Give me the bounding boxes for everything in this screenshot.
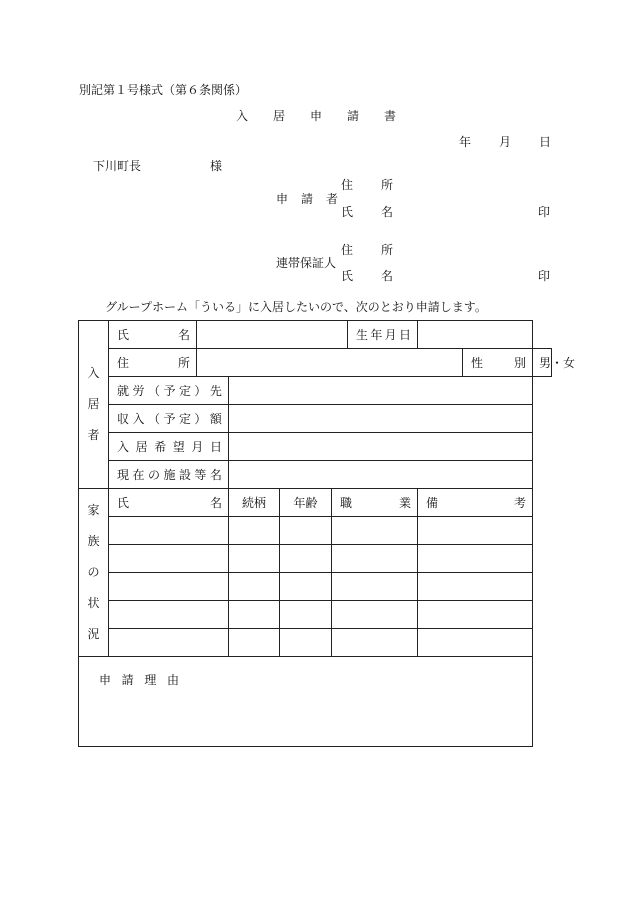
family-row (79, 517, 552, 545)
resident-section-header (79, 321, 109, 489)
family-relation-cell[interactable] (229, 629, 280, 657)
table-row (79, 461, 552, 489)
label-char: 就 (117, 384, 130, 398)
family-job-cell[interactable] (332, 517, 418, 545)
label-char: （ (147, 384, 160, 398)
family-remarks-cell[interactable] (418, 601, 533, 629)
sex-label (463, 349, 533, 377)
applicant-role (276, 192, 338, 206)
label-char: 月 (191, 440, 204, 454)
label-char: 名 (380, 269, 393, 283)
family-job-cell[interactable] (332, 545, 418, 573)
intro-text: グループホーム「ういる」に入居したいので、次のとおり申請します。 (105, 300, 487, 314)
title-char: 入 (236, 109, 249, 123)
vertical-char: 状 (87, 596, 100, 610)
vertical-char: 家 (87, 503, 100, 517)
family-relation-cell[interactable] (229, 517, 280, 545)
vertical-char: 入 (87, 366, 100, 380)
family-remarks-cell[interactable] (418, 573, 533, 601)
reason-field[interactable] (79, 657, 533, 747)
family-remarks-cell[interactable] (418, 517, 533, 545)
vertical-char: 居 (87, 397, 100, 411)
family-job-cell[interactable] (332, 629, 418, 657)
label-char: 住 (117, 356, 130, 370)
name-label (109, 321, 197, 349)
date-year: 年 (459, 135, 472, 149)
family-name-header (109, 489, 229, 517)
address-label (109, 349, 197, 377)
family-name-cell[interactable] (109, 517, 229, 545)
applicant-address-label (341, 178, 393, 192)
label-char: 住 (341, 178, 354, 192)
family-relation-header: 続柄 (229, 489, 280, 517)
label-char: ） (194, 412, 207, 426)
title-char: 申 (309, 109, 322, 123)
family-job-header (332, 489, 418, 517)
label-char: 氏 (117, 328, 130, 342)
guarantor-seal: 印 (538, 269, 551, 283)
family-relation-cell[interactable] (229, 601, 280, 629)
move-in-date-field[interactable] (229, 433, 533, 461)
label-char: 居 (135, 440, 148, 454)
label-char: 定 (178, 412, 191, 426)
guarantor-name-label (341, 269, 393, 283)
label-char: 日 (398, 328, 411, 342)
document-title (236, 109, 396, 123)
resident-address-field[interactable] (197, 349, 463, 377)
label-char: 名 (209, 468, 222, 482)
family-name-cell[interactable] (109, 601, 229, 629)
family-name-cell[interactable] (109, 545, 229, 573)
family-age-cell[interactable] (280, 517, 332, 545)
table-row (79, 433, 552, 461)
date-month: 月 (499, 135, 512, 149)
label-char: 理 (144, 673, 157, 687)
move-in-date-label (109, 433, 229, 461)
label-char: 者 (325, 192, 338, 206)
label-char: 入 (117, 440, 130, 454)
label-char: 予 (163, 384, 176, 398)
label-char: 定 (178, 384, 191, 398)
applicant-name-label (341, 205, 393, 219)
current-facility-field[interactable] (229, 461, 533, 489)
family-name-cell[interactable] (109, 573, 229, 601)
guarantor-address-label (341, 243, 393, 257)
label-char: 収 (117, 412, 130, 426)
label-char: 入 (132, 412, 145, 426)
family-age-cell[interactable] (280, 573, 332, 601)
label-char: 名 (209, 496, 222, 510)
family-remarks-cell[interactable] (418, 629, 533, 657)
label-char: 備 (426, 496, 439, 510)
label-char: 氏 (341, 205, 354, 219)
label-char: 望 (172, 440, 185, 454)
family-name-cell[interactable] (109, 629, 229, 657)
table-row (79, 321, 552, 349)
family-age-cell[interactable] (280, 629, 332, 657)
label-char: 名 (177, 328, 190, 342)
label-char: 名 (380, 205, 393, 219)
family-row (79, 629, 552, 657)
family-section-header (79, 489, 109, 657)
income-field[interactable] (229, 405, 533, 433)
reason-label (99, 671, 179, 688)
label-char: （ (147, 412, 160, 426)
table-row (79, 405, 552, 433)
vertical-char: 族 (87, 534, 100, 548)
family-job-cell[interactable] (332, 573, 418, 601)
family-age-cell[interactable] (280, 545, 332, 573)
label-char: 所 (380, 243, 393, 257)
resident-name-field[interactable] (197, 321, 348, 349)
label-char: 設 (178, 468, 191, 482)
vertical-char: 況 (87, 627, 100, 641)
addressee: 下川町長 (93, 159, 142, 173)
label-char: 職 (340, 496, 353, 510)
title-char: 請 (346, 109, 359, 123)
label-char: 所 (177, 356, 190, 370)
label-char: 請 (300, 192, 313, 206)
label-char: 別 (514, 356, 527, 370)
form-number: 別記第１号様式（第６条関係） (79, 83, 248, 97)
label-char: 予 (163, 412, 176, 426)
family-row (79, 601, 552, 629)
label-char: 所 (380, 178, 393, 192)
label-char: 日 (209, 440, 222, 454)
label-char: ） (194, 384, 207, 398)
employment-field[interactable] (229, 377, 533, 405)
vertical-char: の (87, 565, 100, 579)
sex-selector[interactable] (533, 349, 576, 377)
label-char: 年 (370, 328, 383, 342)
label-char: 希 (154, 440, 167, 454)
table-row (79, 377, 552, 405)
label-char: 考 (514, 496, 527, 510)
table-row (79, 349, 552, 377)
birthdate-field[interactable] (418, 321, 533, 349)
applicant-seal: 印 (538, 205, 551, 219)
table-row (79, 657, 552, 747)
family-job-cell[interactable] (332, 601, 418, 629)
title-char: 書 (383, 109, 396, 123)
family-age-header: 年齢 (280, 489, 332, 517)
current-facility-label (109, 461, 229, 489)
label-char: 申 (276, 192, 289, 206)
table-row (79, 489, 552, 517)
label-char: 労 (132, 384, 145, 398)
label-char: 額 (209, 412, 222, 426)
guarantor-role: 連帯保証人 (276, 256, 337, 270)
label-char: 先 (209, 384, 222, 398)
label-char: 月 (384, 328, 397, 342)
family-relation-cell[interactable] (229, 545, 280, 573)
label-char: 現 (117, 468, 130, 482)
label-char: 由 (166, 673, 179, 687)
sex-separator: ・ (551, 356, 564, 370)
family-row (79, 545, 552, 573)
label-char: 在 (132, 468, 145, 482)
date-day: 日 (539, 135, 552, 149)
label-char: の (147, 468, 160, 482)
application-table (78, 320, 576, 747)
family-remarks-cell[interactable] (418, 545, 533, 573)
vertical-char: 者 (87, 428, 100, 442)
label-char: 生 (356, 328, 369, 342)
label-char: 等 (194, 468, 207, 482)
sex-option-male[interactable]: 男 (539, 356, 552, 370)
income-label (109, 405, 229, 433)
family-row (79, 573, 552, 601)
label-char: 申 (99, 673, 112, 687)
family-remarks-header (418, 489, 533, 517)
label-char: 業 (398, 496, 411, 510)
employment-label (109, 377, 229, 405)
honorific: 様 (210, 159, 223, 173)
label-char: 請 (121, 673, 134, 687)
family-relation-cell[interactable] (229, 573, 280, 601)
label-char: 氏 (117, 496, 130, 510)
label-char: 氏 (341, 269, 354, 283)
birthdate-label (348, 321, 418, 349)
title-char: 居 (272, 109, 285, 123)
family-age-cell[interactable] (280, 601, 332, 629)
label-char: 住 (341, 243, 354, 257)
label-char: 施 (163, 468, 176, 482)
sex-option-female[interactable]: 女 (563, 356, 576, 370)
label-char: 性 (471, 356, 484, 370)
